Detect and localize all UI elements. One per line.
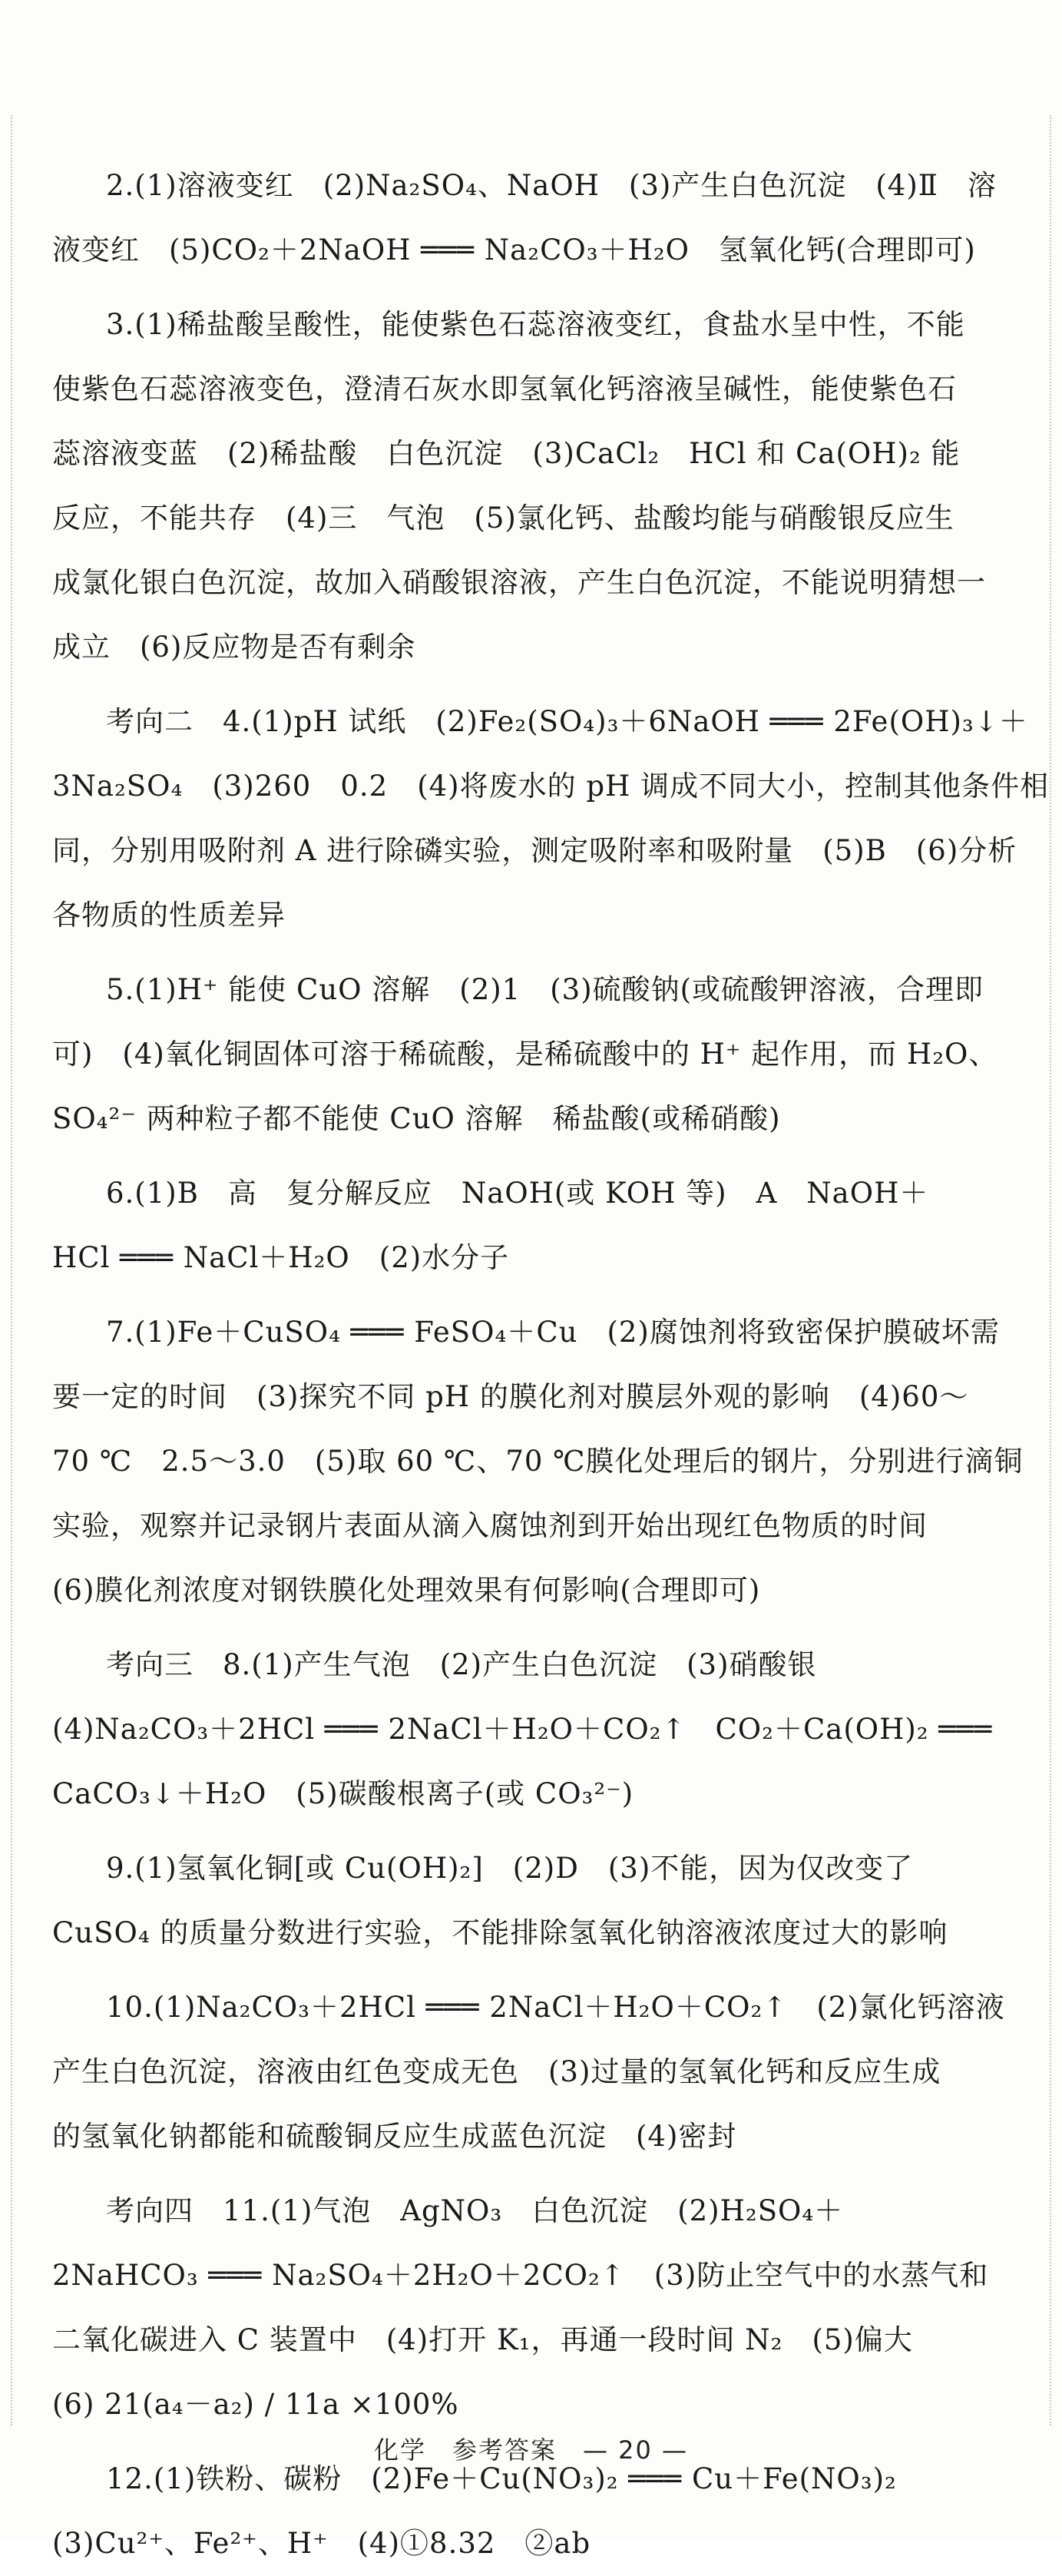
- page-footer: 化学 参考答案 — 20 —: [373, 2435, 689, 2465]
- text-line: 3.(1)稀盐酸呈酸性，能使紫色石蕊溶液变红，食盐水呈中性，不能: [106, 308, 965, 341]
- text-line: 3Na₂SO₄ (3)260 0.2 (4)将废水的 pH 调成不同大小，控制其他条件相: [52, 770, 1050, 803]
- text-line: 2.(1)溶液变红 (2)Na₂SO₄、NaOH (3)产生白色沉淀 (4)Ⅱ 溶: [106, 169, 997, 202]
- text-line: 7.(1)Fe＋CuSO₄ ═══ FeSO₄＋Cu (2)腐蚀剂将致密保护膜破坏需: [106, 1316, 1000, 1349]
- text-line: 10.(1)Na₂CO₃＋2HCl ═══ 2NaCl＋H₂O＋CO₂↑ (2)氯化钙溶液: [106, 1991, 1005, 2024]
- text-line: (3)Cu²⁺、Fe²⁺、H⁺ (4)①8.32 ②ab: [52, 2527, 591, 2560]
- text-line: (4)Na₂CO₃＋2HCl ═══ 2NaCl＋H₂O＋CO₂↑ CO₂＋Ca(OH)₂ ═══: [52, 1713, 993, 1746]
- right-edge-line: [1050, 115, 1051, 2425]
- text-line: 反应，不能共存 (4)三 气泡 (5)氯化钙、盐酸均能与硝酸银反应生: [52, 502, 954, 535]
- text-line: HCl ═══ NaCl＋H₂O (2)水分子: [52, 1241, 510, 1274]
- text-line: 蕊溶液变蓝 (2)稀盐酸 白色沉淀 (3)CaCl₂ HCl 和 Ca(OH)₂ 能: [52, 437, 961, 470]
- text-line: 5.(1)H⁺ 能使 CuO 溶解 (2)1 (3)硫酸钠(或硫酸钾溶液，合理即: [106, 973, 984, 1006]
- text-line: 各物质的性质差异: [52, 899, 286, 932]
- text-line: 考向四 11.(1)气泡 AgNO₃ 白色沉淀 (2)H₂SO₄＋: [106, 2194, 844, 2227]
- text-line: (6)膜化剂浓度对钢铁膜化处理效果有何影响(合理即可): [52, 1574, 761, 1607]
- answer-paragraph: [52, 1633, 1012, 1826]
- text-line: 产生白色沉淀，溶液由红色变成无色 (3)过量的氢氧化钙和反应生成: [52, 2055, 941, 2088]
- answer-paragraph: [52, 2447, 1012, 2576]
- answer-paragraph: [52, 154, 1012, 283]
- text-line: 9.(1)氢氧化铜[或 Cu(OH)₂] (2)D (3)不能，因为仅改变了: [106, 1852, 914, 1885]
- text-line: (6) 21(a₄－a₂) / 11a ×100%: [52, 2388, 459, 2421]
- text-line: 70 ℃ 2.5～3.0 (5)取 60 ℃、70 ℃膜化处理后的钢片，分别进行滴铜: [52, 1445, 1024, 1478]
- text-line: SO₄²⁻ 两种粒子都不能使 CuO 溶解 稀盐酸(或稀硝酸): [52, 1102, 781, 1135]
- text-line: 同，分别用吸附剂 A 进行除磷实验，测定吸附率和吸附量 (5)B (6)分析: [52, 834, 1017, 867]
- text-line: 实验，观察并记录钢片表面从滴入腐蚀剂到开始出现红色物质的时间: [52, 1509, 928, 1542]
- text-line: 2NaHCO₃ ═══ Na₂SO₄＋2H₂O＋2CO₂↑ (3)防止空气中的水蒸气和: [52, 2259, 989, 2292]
- text-line: 考向二 4.(1)pH 试纸 (2)Fe₂(SO₄)₃＋6NaOH ═══ 2Fe(OH)₃↓＋: [106, 705, 1028, 738]
- answer-paragraph: [52, 690, 1050, 948]
- text-line: CaCO₃↓＋H₂O (5)碳酸根离子(或 CO₃²⁻): [52, 1777, 634, 1810]
- text-line: 二氧化碳进入 C 装置中 (4)打开 K₁，再通一段时间 N₂ (5)偏大: [52, 2323, 913, 2356]
- text-line: CuSO₄ 的质量分数进行实验，不能排除氢氧化钠溶液浓度过大的影响: [52, 1916, 948, 1949]
- text-line: 可) (4)氧化铜固体可溶于稀硫酸，是稀硫酸中的 H⁺ 起作用，而 H₂O、: [52, 1038, 998, 1071]
- answer-paragraph: [52, 1975, 1012, 2169]
- answer-paragraph: [52, 1300, 1024, 1623]
- answer-paragraph: [52, 2179, 1012, 2437]
- text-line: 使紫色石蕊溶液变色，澄清石灰水即氢氧化钙溶液呈碱性，能使紫色石: [52, 372, 957, 406]
- answer-paragraph: [52, 1161, 1012, 1290]
- text-line: 6.(1)B 高 复分解反应 NaOH(或 KOH 等) A NaOH＋: [106, 1177, 929, 1210]
- left-edge-line: [11, 115, 12, 2425]
- answer-paragraph: [52, 1836, 1012, 1965]
- text-line: 液变红 (5)CO₂＋2NaOH ═══ Na₂CO₃＋H₂O 氢氧化钙(合理即可): [52, 233, 976, 267]
- text-line: 的氢氧化钠都能和硫酸铜反应生成蓝色沉淀 (4)密封: [52, 2120, 737, 2153]
- text-line: 成立 (6)反应物是否有剩余: [52, 631, 416, 664]
- text-line: 考向三 8.(1)产生气泡 (2)产生白色沉淀 (3)硝酸银: [106, 1648, 817, 1681]
- answer-paragraph: [52, 958, 1012, 1151]
- answer-paragraph: [52, 293, 1012, 680]
- text-line: 成氯化银白色沉淀，故加入硝酸银溶液，产生白色沉淀，不能说明猜想一: [52, 566, 986, 599]
- text-line: 要一定的时间 (3)探究不同 pH 的膜化剂对膜层外观的影响 (4)60～: [52, 1380, 969, 1413]
- text-line: 12.(1)铁粉、碳粉 (2)Fe＋Cu(NO₃)₂ ═══ Cu＋Fe(NO₃)₂: [106, 2462, 897, 2495]
